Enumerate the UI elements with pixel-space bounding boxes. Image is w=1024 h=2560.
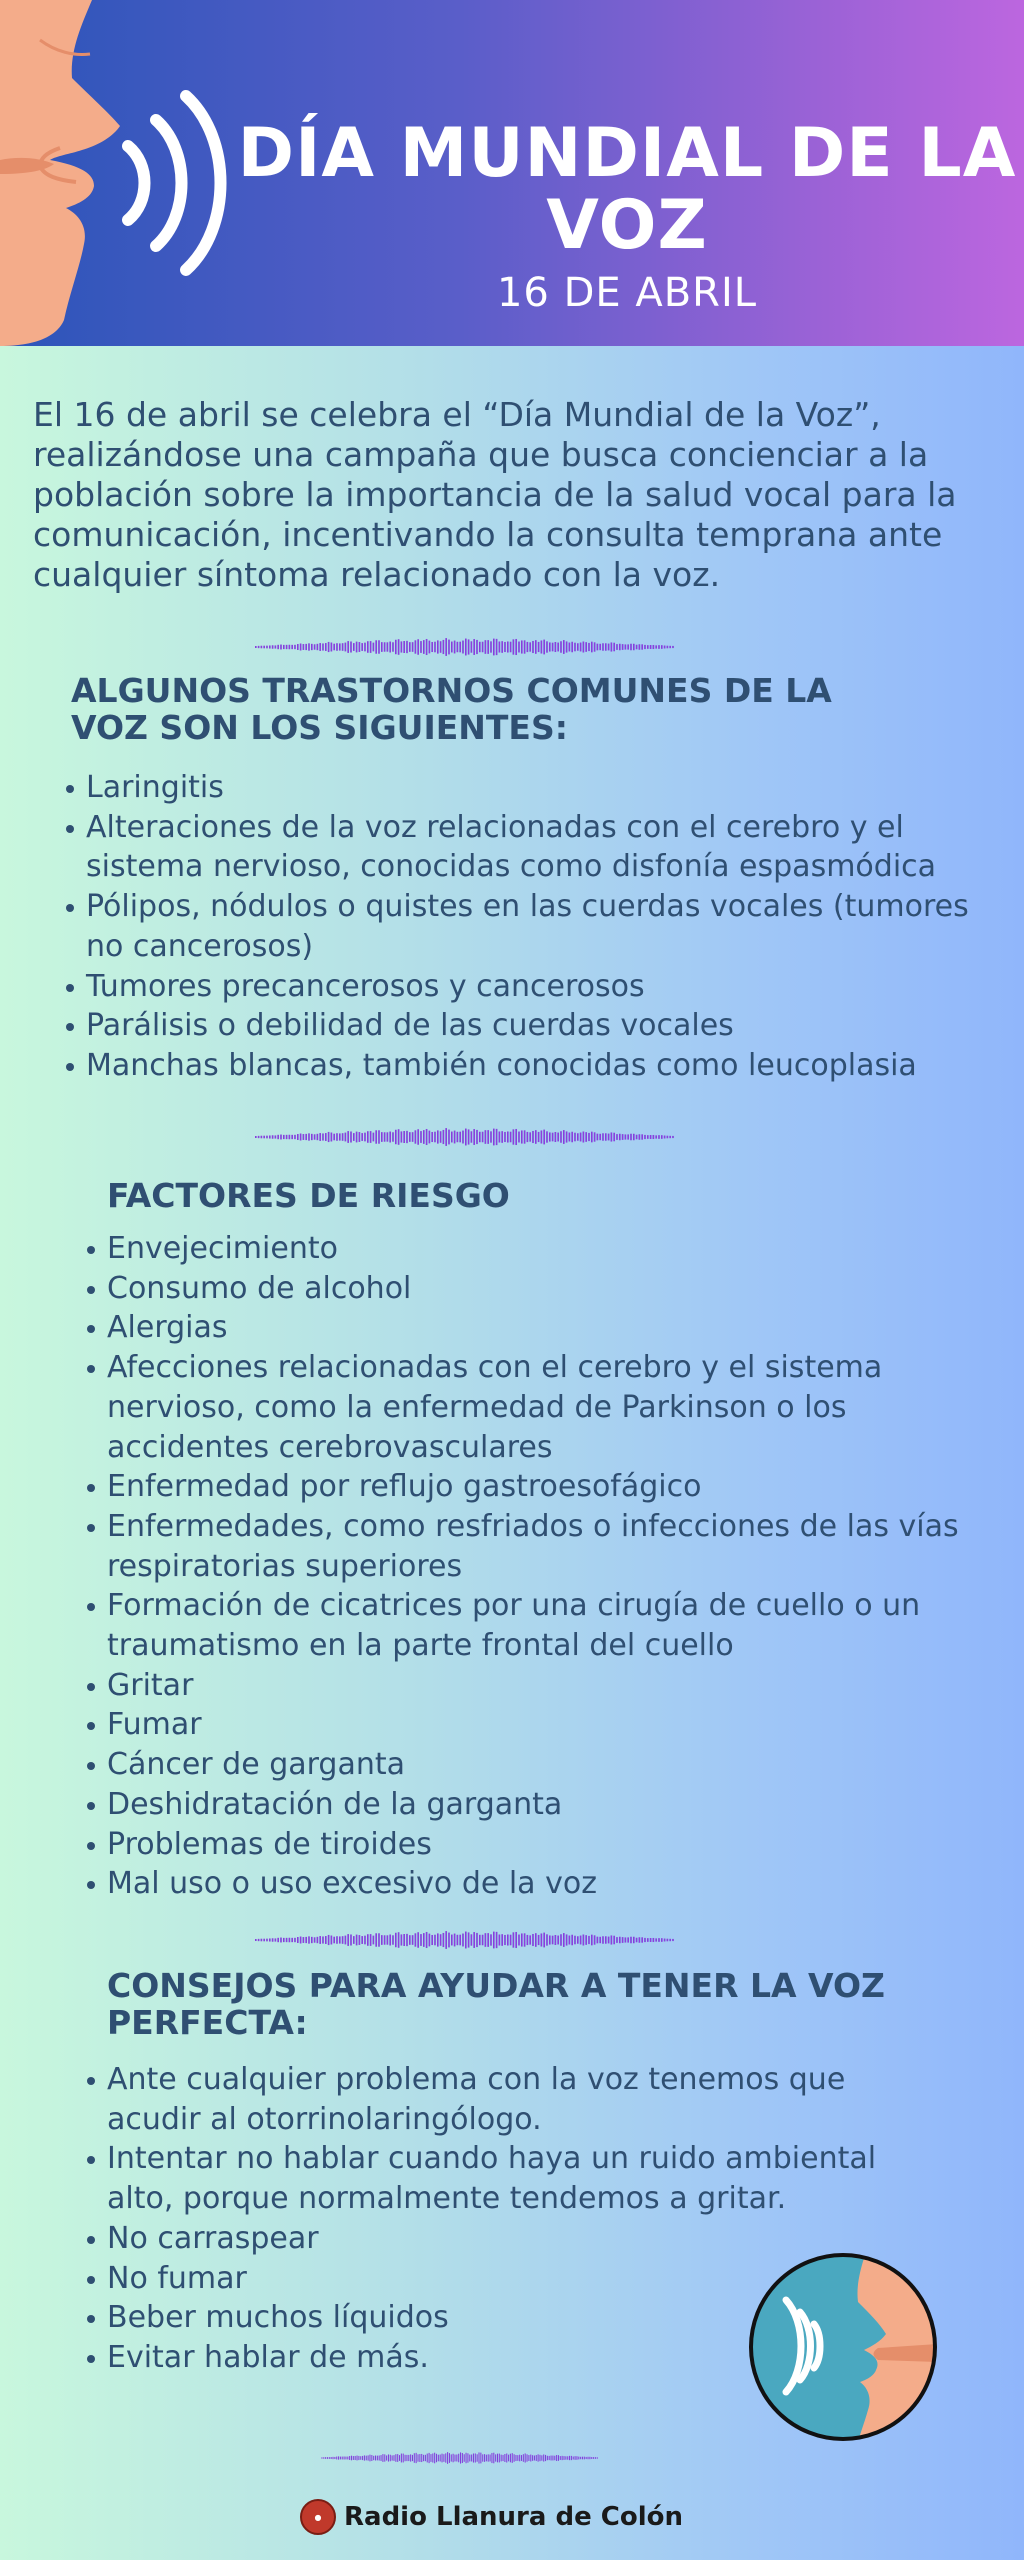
list-item: Deshidratación de la garganta [107, 1785, 987, 1825]
list-item: Cáncer de garganta [107, 1745, 987, 1785]
list-item: Problemas de tiroides [107, 1825, 987, 1865]
header-banner [0, 0, 1024, 346]
sound-wave-divider [295, 2443, 625, 2473]
list-item: Enfermedad por reflujo gastroesofágico [107, 1467, 987, 1507]
list-item: Manchas blancas, también conocidas como leucoplasia [86, 1046, 996, 1086]
sound-wave-divider [215, 627, 715, 667]
list-item: No carraspear [107, 2219, 937, 2259]
risk-factors-heading: FACTORES DE RIESGO [107, 1176, 510, 1215]
disorders-list [86, 768, 996, 1086]
page-title: DÍA MUNDIAL DE LA VOZ [237, 114, 1017, 265]
list-item: Parálisis o debilidad de las cuerdas vocales [86, 1006, 996, 1046]
list-item: Formación de cicatrices por una cirugía de cuello o un traumatismo en la parte frontal del cuello [107, 1586, 987, 1665]
sound-waves-icon [108, 88, 238, 278]
list-item: Pólipos, nódulos o quistes en las cuerdas vocales (tumores no cancerosos) [86, 887, 996, 966]
radio-logo-icon: ● [300, 2499, 336, 2535]
list-item: Gritar [107, 1666, 987, 1706]
list-item: Ante cualquier problema con la voz tenemos que acudir al otorrinolaringólogo. [107, 2060, 937, 2139]
list-item: Intentar no hablar cuando haya un ruido ambiental alto, porque normalmente tendemos a gritar. [107, 2139, 937, 2218]
brand-name: Radio Llanura de Colón [344, 2502, 683, 2532]
list-item: Consumo de alcohol [107, 1269, 987, 1309]
list-item: Alergias [107, 1308, 987, 1348]
tips-heading: CONSEJOS PARA AYUDAR A TENER LA VOZ PERFECTA: [107, 1966, 885, 2042]
list-item: Laringitis [86, 768, 996, 808]
speaking-person-circle-icon [748, 2252, 938, 2442]
footer-brand [300, 2497, 683, 2537]
sound-wave-divider [215, 1920, 715, 1960]
risk-factors-list [107, 1229, 987, 1904]
sound-wave-divider [215, 1117, 715, 1157]
disorders-heading: ALGUNOS TRASTORNOS COMUNES DE LA VOZ SON LOS SIGUIENTES: [71, 671, 832, 747]
list-item: Beber muchos líquidos [107, 2298, 937, 2338]
list-item: Afecciones relacionadas con el cerebro y el sistema nervioso, como la enfermedad de Parkinson o los accidentes cerebrovasculares [107, 1348, 987, 1467]
list-item: Fumar [107, 1705, 987, 1745]
list-item: Evitar hablar de más. [107, 2338, 937, 2378]
event-date: 16 DE ABRIL [496, 270, 758, 316]
list-item: Alteraciones de la voz relacionadas con el cerebro y el sistema nervioso, conocidas como disfonía espasmódica [86, 808, 996, 887]
list-item: Envejecimiento [107, 1229, 987, 1269]
list-item: Mal uso o uso excesivo de la voz [107, 1864, 987, 1904]
intro-paragraph: El 16 de abril se celebra el “Día Mundial de la Voz”, realizándose una campaña que busca concienciar a la población sobre la importancia de la salud vocal para la comunicación, incentivando la consulta temprana ante cualquier síntoma relacionado con la voz. [33, 395, 957, 594]
list-item: Tumores precancerosos y cancerosos [86, 967, 996, 1007]
list-item: Enfermedades, como resfriados o infecciones de las vías respiratorias superiores [107, 1507, 987, 1586]
list-item: No fumar [107, 2259, 937, 2299]
